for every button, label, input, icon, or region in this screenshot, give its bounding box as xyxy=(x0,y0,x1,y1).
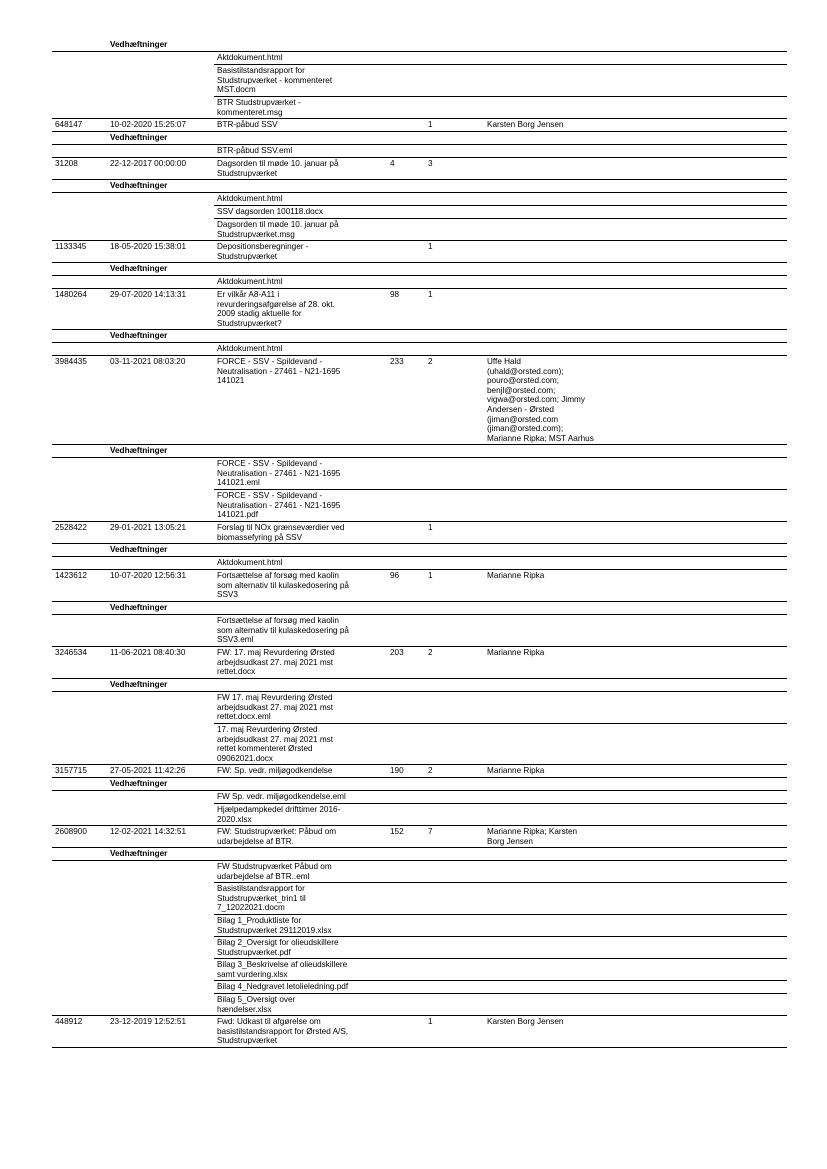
attachment-filename: BTR Studstrupværket - kommenteret.msg xyxy=(217,98,301,117)
document-count: 1 xyxy=(428,1017,433,1026)
attachment-filename: Bilag 3_Beskrivelse af olieudskillere samt vurdering.xlsx xyxy=(217,960,348,979)
attachment-row xyxy=(52,206,787,219)
document-title: FW: 17. maj Revurdering Ørsted arbejdsudkast 27. maj 2021 mst rettet.docx xyxy=(217,648,335,677)
document-title: BTR-påbud SSV xyxy=(217,120,278,129)
attachment-filename: 17. maj Revurdering Ørsted arbejdsudkast 27. maj 2021 mst rettet kommenteret Ørsted 09062021.docx xyxy=(217,725,334,763)
attachments-header-label: Vedhæftninger xyxy=(110,849,168,858)
attachments-header-label: Vedhæftninger xyxy=(110,603,168,612)
document-count: 2 xyxy=(428,357,433,366)
attachment-filename: Bilag 5_Oversigt over hændelser.xlsx xyxy=(217,995,296,1014)
attachment-row xyxy=(52,804,787,826)
attachment-row xyxy=(52,219,787,241)
attachment-filename: Bilag 1_Produktliste for Studstrupværket 29112019.xlsx xyxy=(217,916,332,935)
attachment-row xyxy=(52,615,787,647)
attachment-filename: Dagsorden til møde 10. januar på Studstrupværket.msg xyxy=(217,220,339,239)
attachments-header-label: Vedhæftninger xyxy=(110,446,168,455)
document-id: 3157715 xyxy=(55,766,87,775)
attachment-filename: Fortsættelse af forsøg med kaolin som alternativ til kulaskedosering på SSV3.eml xyxy=(217,616,349,645)
attachment-row xyxy=(52,145,787,158)
attachments-header-label: Vedhæftninger xyxy=(110,331,168,340)
attachments-header-row xyxy=(52,602,787,615)
document-id: 3984435 xyxy=(55,357,87,366)
document-date: 11-06-2021 08:40:30 xyxy=(110,648,186,657)
document-date: 10-02-2020 15:25:07 xyxy=(110,120,187,129)
document-title: Fortsættelse af forsøg med kaolin som alternativ til kulaskedosering på SSV3 xyxy=(217,571,349,600)
attachment-filename: Aktdokument.html xyxy=(217,344,283,353)
document-id: 1423612 xyxy=(55,571,87,580)
document-pages: 96 xyxy=(390,571,400,580)
attachment-row xyxy=(52,52,787,65)
attachment-row xyxy=(52,915,787,937)
attachment-row xyxy=(52,861,787,883)
attachments-header-label: Vedhæftninger xyxy=(110,680,168,689)
attachment-row xyxy=(52,937,787,959)
document-from: Uffe Hald (uhald@orsted.com); pouro@orsted.com; benjl@orsted.com; vigwa@orsted.com; Jimmy Andersen - Ørsted (jiman@orsted.com (jiman@orsted.com); Marianne Ripka; MST Aarhus xyxy=(487,357,594,443)
document-title: Forslag til NOx grænseværdier ved biomassefyring på SSV xyxy=(217,523,345,542)
attachment-row xyxy=(52,490,787,522)
attachments-header-row xyxy=(52,445,787,458)
document-row xyxy=(52,522,787,544)
document-title: Dagsorden til møde 10. januar på Studstrupværket xyxy=(217,159,339,178)
document-pages: 233 xyxy=(390,357,404,366)
attachments-header-label: Vedhæftninger xyxy=(110,133,168,142)
document-from: Karsten Borg Jensen xyxy=(487,1017,564,1026)
attachment-filename: Basistilstandsrapport for Studstrupværket - kommenteret MST.docm xyxy=(217,66,333,95)
document-row xyxy=(52,241,787,263)
document-pages: 98 xyxy=(390,290,400,299)
attachments-header-row xyxy=(52,679,787,692)
document-count: 2 xyxy=(428,766,433,775)
document-id: 648147 xyxy=(55,120,83,129)
document-pages: 190 xyxy=(390,766,404,775)
attachments-header-label: Vedhæftninger xyxy=(110,40,168,49)
document-date: 27-05-2021 11:42:26 xyxy=(110,766,186,775)
attachment-filename: FW Studstrupværket Påbud om udarbejdelse af BTR..eml xyxy=(217,862,332,881)
document-count: 7 xyxy=(428,827,433,836)
document-title: FW: Sp. vedr. miljøgodkendelse xyxy=(217,766,333,775)
attachment-filename: FW 17. maj Revurdering Ørsted arbejdsudkast 27. maj 2021 mst rettet.docx.eml xyxy=(217,693,334,722)
document-row xyxy=(52,119,787,132)
attachment-filename: SSV dagsorden 100118.docx xyxy=(217,207,323,216)
attachment-filename: FW Sp. vedr. miljøgodkendelse.eml xyxy=(217,792,346,801)
attachment-filename: BTR-påbud SSV.eml xyxy=(217,146,293,155)
attachments-header-label: Vedhæftninger xyxy=(110,264,168,273)
attachment-row xyxy=(52,981,787,994)
attachment-filename: Bilag 4_Nedgravet letolieledning.pdf xyxy=(217,982,349,991)
attachment-filename: Basistilstandsrapport for Studstrupværket_trin1 til 7_12022021.docm xyxy=(217,884,306,913)
document-row xyxy=(52,765,787,778)
document-id: 448912 xyxy=(55,1017,83,1026)
attachment-filename: Bilag 2_Oversigt for olieudskillere Studstrupværket.pdf xyxy=(217,938,339,957)
attachments-header-row xyxy=(52,544,787,557)
attachments-header-label: Vedhæftninger xyxy=(110,181,168,190)
document-id: 2608900 xyxy=(55,827,87,836)
document-count: 1 xyxy=(428,571,433,580)
document-date: 29-01-2021 13:05:21 xyxy=(110,523,187,532)
document-date: 22-12-2017 00:00:00 xyxy=(110,159,187,168)
document-title: Er vilkår A8-A11 i revurderingsafgørelse af 28. okt. 2009 stadig aktuelle for Studstrupværket? xyxy=(217,290,335,328)
document-row xyxy=(52,356,787,445)
attachment-filename: FORCE - SSV - Spildevand - Neutralisation - 27461 - N21-1695 141021.pdf xyxy=(217,491,341,520)
document-count: 1 xyxy=(428,523,433,532)
attachment-row xyxy=(52,692,787,724)
document-id: 1133345 xyxy=(55,242,87,251)
attachment-row xyxy=(52,959,787,981)
attachments-header-row xyxy=(52,39,787,52)
attachment-row xyxy=(52,791,787,804)
attachment-row xyxy=(52,557,787,570)
document-date: 29-07-2020 14:13:31 xyxy=(110,290,187,299)
attachments-header-label: Vedhæftninger xyxy=(110,779,168,788)
attachment-row xyxy=(52,276,787,289)
document-count: 1 xyxy=(428,290,433,299)
document-id: 31208 xyxy=(55,159,78,168)
document-id: 1480264 xyxy=(55,290,87,299)
attachment-row xyxy=(52,65,787,97)
row-divider xyxy=(52,1047,787,1048)
document-title: FW: Studstrupværket: Påbud om udarbejdelse af BTR. xyxy=(217,827,337,846)
document-pages: 203 xyxy=(390,648,404,657)
document-row xyxy=(52,826,787,848)
attachment-row xyxy=(52,193,787,206)
document-count: 3 xyxy=(428,159,433,168)
document-from: Marianne Ripka; Karsten Borg Jensen xyxy=(487,827,578,846)
attachment-row xyxy=(52,97,787,119)
attachment-row xyxy=(52,724,787,765)
attachment-filename: Hjælpedampkedel drifttimer 2016- 2020.xlsx xyxy=(217,805,341,824)
attachment-row xyxy=(52,883,787,915)
document-row xyxy=(52,158,787,180)
attachments-header-row xyxy=(52,180,787,193)
attachment-filename: Aktdokument.html xyxy=(217,53,283,62)
attachment-row xyxy=(52,343,787,356)
document-count: 1 xyxy=(428,242,433,251)
document-id: 3246534 xyxy=(55,648,87,657)
attachments-header-label: Vedhæftninger xyxy=(110,545,168,554)
document-date: 10-07-2020 12:56:31 xyxy=(110,571,187,580)
document-date: 03-11-2021 08:03:20 xyxy=(110,357,186,366)
document-table xyxy=(52,39,787,1048)
attachment-filename: Aktdokument.html xyxy=(217,558,283,567)
document-pages: 152 xyxy=(390,827,404,836)
document-from: Marianne Ripka xyxy=(487,648,545,657)
attachments-header-row xyxy=(52,330,787,343)
document-date: 18-05-2020 15:38:01 xyxy=(110,242,187,251)
document-from: Marianne Ripka xyxy=(487,766,545,775)
attachment-filename: Aktdokument.html xyxy=(217,194,283,203)
document-row xyxy=(52,570,787,602)
document-count: 2 xyxy=(428,648,433,657)
document-pages: 4 xyxy=(390,159,395,168)
document-row xyxy=(52,289,787,330)
attachment-row xyxy=(52,994,787,1016)
document-date: 12-02-2021 14:32:51 xyxy=(110,827,187,836)
document-title: Depositionsberegninger - Studstrupværket xyxy=(217,242,309,261)
document-title: FORCE - SSV - Spildevand - Neutralisation - 27461 - N21-1695 141021 xyxy=(217,357,341,386)
attachment-filename: Aktdokument.html xyxy=(217,277,283,286)
document-count: 1 xyxy=(428,120,433,129)
attachments-header-row xyxy=(52,263,787,276)
attachment-filename: FORCE - SSV - Spildevand - Neutralisation - 27461 - N21-1695 141021.eml xyxy=(217,459,341,488)
document-date: 23-12-2019 12:52:51 xyxy=(110,1017,187,1026)
document-from: Marianne Ripka xyxy=(487,571,545,580)
document-title: Fwd: Udkast til afgørelse om basistilstandsrapport for Ørsted A/S, Studstrupværket xyxy=(217,1017,349,1046)
document-from: Karsten Borg Jensen xyxy=(487,120,564,129)
document-id: 2528422 xyxy=(55,523,87,532)
attachments-header-row xyxy=(52,132,787,145)
document-row xyxy=(52,647,787,679)
attachment-row xyxy=(52,458,787,490)
document-row xyxy=(52,1016,787,1048)
attachments-header-row xyxy=(52,848,787,861)
attachments-header-row xyxy=(52,778,787,791)
